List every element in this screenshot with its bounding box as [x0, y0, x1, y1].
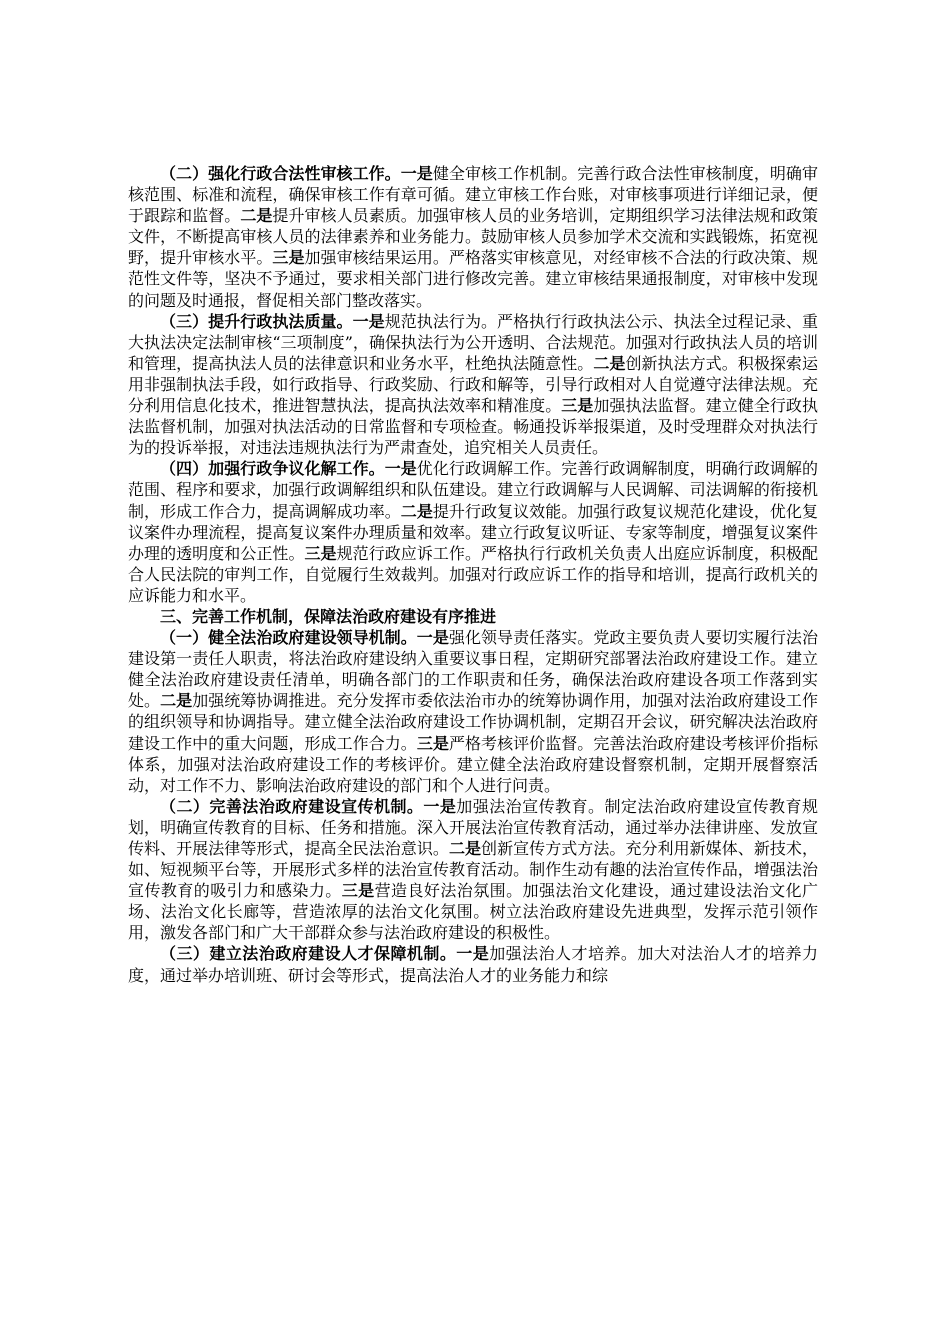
bold-run: 三是: [341, 881, 375, 901]
text-run: 规范行政应诉工作。严格执行行政机关负责人出庭应诉制度，积极配合人民法院的审判工作，自觉履行生效裁判。加强对行政应诉工作的指导和培训，提高行政机关的应诉能力和水平。: [128, 543, 818, 605]
bold-run: 二是: [160, 691, 193, 711]
text-run: 加强法治人才培养。加大对法治人才的培养力度，通过举办培训班、研讨会等形式，提高法治人才的业务能力和综: [128, 944, 818, 985]
text-run: 加强法治宣传教育。制定法治政府建设宣传教育规划，明确宣传教育的目标、任务和措施。深入开展法治宣传教育活动，通过举办法律讲座、发放宣传料、开展法律等形式，提高全民法治意识。: [128, 796, 818, 858]
bold-run: （一）健全法治政府建设领导机制。: [160, 628, 417, 648]
text-run: 提升审核人员素质。加强审核人员的业务培训，定期组织学习法律法规和政策文件，不断提高审核人员的法律素养和业务能力。鼓励审核人员参加学术交流和实践锻炼，拓宽视野，提升审核水平。: [128, 206, 818, 268]
bold-run: （四）加强行政争议化解工作。: [160, 459, 385, 479]
body-paragraph: [128, 796, 818, 944]
text-run: 创新宣传方式方法。充分利用新媒体、新技术，如、短视频平台等，开展形式多样的法治宣传教育活动。制作生动有趣的法治宣传作品，增强法治宣传教育的吸引力和感染力。: [128, 839, 818, 901]
bold-run: 一是: [384, 459, 417, 479]
bold-run: 一是: [456, 944, 490, 964]
bold-run: 一是: [416, 628, 449, 648]
text-run: 加强审核结果运用。严格落实审核意见，对经审核不合法的行政决策、规范性文件等，坚决不予通过，要求相关部门进行修改完善。建立审核结果通报制度，对审核中发现的问题及时通报，督促相关部门整改落实。: [128, 248, 818, 310]
bold-run: （三）建立法治政府建设人才保障机制。: [160, 944, 457, 964]
body-paragraph: [128, 163, 818, 311]
bold-run: （二）强化行政合法性审核工作。: [160, 164, 401, 183]
bold-run: 一是: [352, 311, 385, 331]
bold-run: （二）完善法治政府建设宣传机制。: [160, 796, 424, 816]
text-run: 强化领导责任落实。党政主要负责人要切实履行法治建设第一责任人职责，将法治政府建设纳入重要议事日程，定期研究部署法治政府建设工作。建立健全法治政府建设责任清单，明确各部门的工作职责和任务，确保法治政府建设各项工作落到实处。: [128, 628, 818, 711]
section-heading: [128, 606, 818, 627]
text-run: 优化行政调解工作。完善行政调解制度，明确行政调解的范围、程序和要求，加强行政调解组织和队伍建设。建立行政调解与人民调解、司法调解的衔接机制，形成工作合力，提高调解成功率。: [128, 459, 818, 521]
bold-run: 三是: [561, 396, 594, 416]
text-run: 提升行政复议效能。加强行政复议规范化建设，优化复议案件办理流程，提高复议案件办理质量和效率。建立行政复议听证、专家等制度，增强复议案件办理的透明度和公正性。: [128, 501, 818, 563]
body-paragraph: [128, 943, 818, 985]
bold-run: （三）提升行政执法质量。: [160, 311, 353, 331]
document-page: [128, 163, 818, 986]
body-paragraph: [128, 458, 818, 606]
bold-run: 一是: [423, 796, 457, 816]
bold-run: 三是: [304, 543, 337, 563]
text-run: 健全审核工作机制。完善行政合法性审核制度，明确审核范围、标准和流程，确保审核工作有章可循。建立审核工作台账，对审核事项进行详细记录，便于跟踪和监督。: [128, 164, 818, 226]
text-run: 加强执法监督。建立健全行政执法监督机制，加强对执法活动的日常监督和专项检查。畅通投诉举报渠道，及时受理群众对执法行为的投诉举报，对违法违规执法行为严肃查处，追究相关人员责任。: [128, 396, 818, 458]
bold-run: 二是: [593, 353, 626, 373]
bold-run: 二是: [400, 501, 433, 521]
text-run: 规范执法行为。严格执行行政执法公示、执法全过程记录、重大执法决定法制审核“三项制度”，确保执法行为公开透明、合法规范。加强对行政执法人员的培训和管理，提高执法人员的法律意识和业务水平，杜绝执法随意性。: [128, 311, 818, 373]
bold-run: 二是: [448, 839, 482, 858]
bold-run: 三、完善工作机制，保障法治政府建设有序推进: [160, 606, 497, 626]
text-run: 创新执法方式。积极探索运用非强制执法手段，如行政指导、行政奖励、行政和解等，引导行政相对人自觉遵守法律法规。充分利用信息化技术，推进智慧执法，提高执法效率和精准度。: [128, 353, 818, 416]
body-paragraph: [128, 311, 818, 459]
body-paragraph: [128, 627, 818, 796]
text-run: 营造良好法治氛围。加强法治文化建设，通过建设法治文化广场、法治文化长廊等，营造浓厚的法治文化氛围。树立法治政府建设先进典型，发挥示范引领作用，激发各部门和广大干部群众参与法治政府建设的积极性。: [128, 881, 818, 943]
bold-run: 二是: [240, 206, 273, 226]
bold-run: 三是: [272, 248, 305, 268]
bold-run: 三是: [416, 733, 449, 753]
text-run: 严格考核评价监督。完善法治政府建设考核评价指标体系，加强对法治政府建设工作的考核评价。建立健全法治政府建设督察机制，定期开展督察活动，对工作不力、影响法治政府建设的部门和个人进行问责。: [128, 733, 818, 795]
bold-run: 一是: [400, 164, 433, 183]
text-run: 加强统筹协调推进。充分发挥市委依法治市办的统筹协调作用，加强对法治政府建设工作的组织领导和协调指导。建立健全法治政府建设工作协调机制，定期召开会议，研究解决法治政府建设工作中的重大问题，形成工作合力。: [128, 691, 818, 753]
